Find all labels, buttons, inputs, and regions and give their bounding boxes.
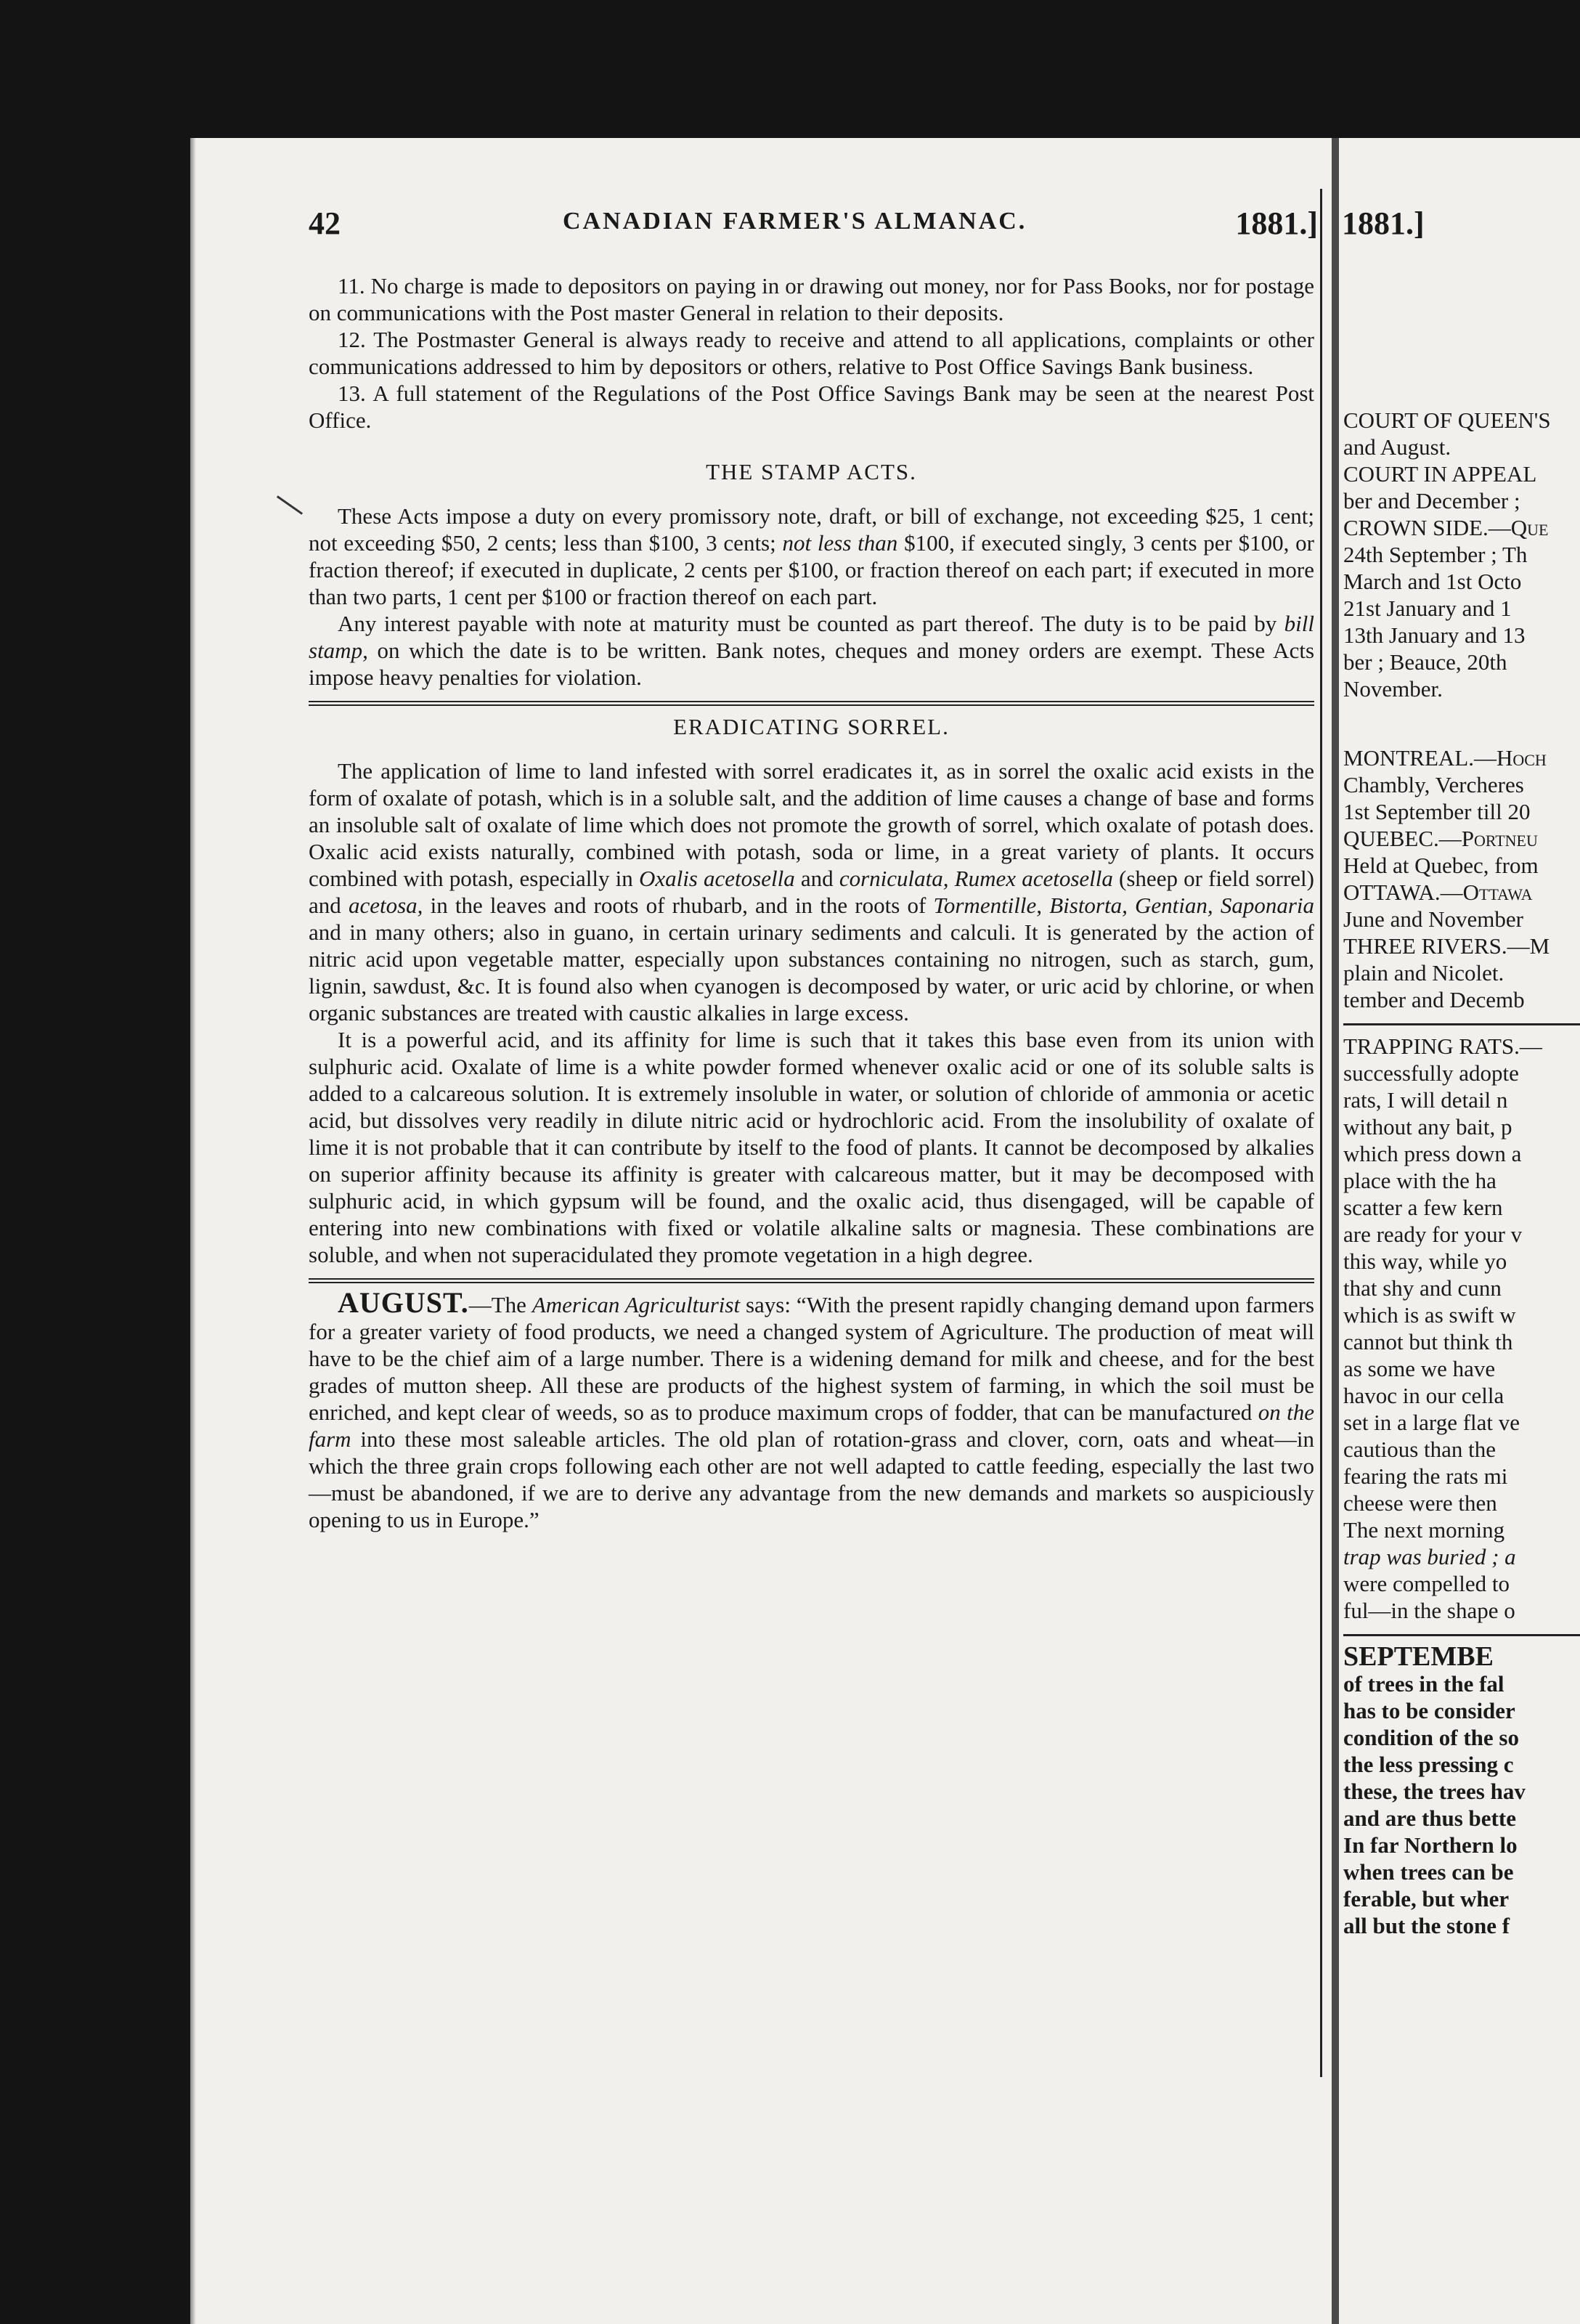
right-line: Held at Quebec, from xyxy=(1343,853,1539,878)
sorrel-paragraph-2: It is a powerful acid, and its affinity for lime is such that it takes this base even from its union with sulphuric acid. Oxalate of lime is a white powder formed whenever oxalic acid or one of its soluble salts is added to a calcareous solution. It is extremely insoluble in water, or solution of chloride of ammonia or acetic acid, but dissolves very readily in dilute nitric acid or hydrochloric acid. From the insolubility of oxalate of lime it is not probable that it can contribute by itself to the food of plants. It cannot be decomposed by alkalies on superior affinity because its affinity is greater with calcareous matter, but it may be decomposed with sulphuric acid, in which gypsum will be found, and the oxalic acid, thus disengaged, will be capable of entering into new combinations with fixed or volatile alkaline salts or magnesia. These combinations are soluble, and when not superacidulated they promote vegetation in a high degree. xyxy=(309,1027,1314,1267)
section-divider xyxy=(309,1278,1314,1283)
right-line: tember and Decemb xyxy=(1343,987,1525,1012)
august-text: says: “With the present rapidly changing demand upon farmers for a greater variety of food products, we need a changed system of Agriculture. The production of meat will have to be the chief aim of a large number. There is a widening demand for milk and cheese, and for the best grades of mutton sheep. All these are products of the highest system of farming, in which the soil must be enriched, and kept clear of weeds, so as to produce maximum crops of fodder, that can be manufactured xyxy=(309,1292,1315,1425)
trapping-rats-block xyxy=(1343,1033,1580,1624)
august-text: into these most saleable articles. The old plan of rotation-grass and clover, corn, oats and wheat—in which the three grain crops following each other are not well adapted to cattle feeding, especially the last two—must be abandoned, if we are to derive any advantage from the new demands and markets so auspiciously opening to us in Europe.” xyxy=(309,1426,1315,1532)
column-rule xyxy=(1320,189,1322,2077)
right-line: without any bait, p xyxy=(1343,1114,1512,1139)
sorrel-italic: acetosa, xyxy=(348,893,423,918)
september-block xyxy=(1343,1641,1580,1939)
right-line: successfully adopte xyxy=(1343,1060,1519,1086)
stamp-acts-text: $100, if executed singly, 3 cents per $100, or fraction thereof; if executed in duplicate, 2 cents per $100, or fraction thereof on each part; if executed in more than two parts, 1 cent per $100 or fraction thereof on each part. xyxy=(309,530,1314,609)
post-office-item-12: 12. The Postmaster General is always ready to receive and attend to all applications, complaints or other communications addressed to him by depositors or others, relative to Post Office Savings Bank business. xyxy=(309,327,1314,379)
right-line: are ready for your v xyxy=(1343,1222,1523,1247)
right-line: 21st January and 1 xyxy=(1343,596,1512,621)
post-office-item-11: 11. No charge is made to depositors on paying in or drawing out money, nor for Pass Books, nor for postage on communications with the Post master General in relation to their deposits. xyxy=(309,273,1314,325)
section-divider xyxy=(1343,1023,1580,1025)
stamp-acts-text: Any interest payable with note at maturity must be counted as part thereof. The duty is to be paid by xyxy=(338,611,1277,636)
right-line: scatter a few kern xyxy=(1343,1195,1503,1220)
district-sittings-block xyxy=(1343,744,1580,1013)
court-sittings-block xyxy=(1343,407,1580,702)
right-line: ferable, but wher xyxy=(1343,1886,1510,1911)
right-line: TRAPPING RATS.— xyxy=(1343,1033,1542,1059)
sorrel-italic: Tormentille, Bistorta, Gentian, Saponaria xyxy=(933,893,1315,918)
right-line: In far Northern lo xyxy=(1343,1832,1518,1858)
august-text: —The xyxy=(468,1292,526,1317)
right-line: cautious than the xyxy=(1343,1437,1496,1462)
right-line: The next morning xyxy=(1343,1517,1505,1543)
right-line: were compelled to xyxy=(1343,1571,1510,1596)
sorrel-text: and in many others; also in guano, in certain urinary sediments and calculi. It is generated by the action of nitric acid upon vegetable matter, especially upon substances containing no nitrogen, such as starch, gum, lignin, sawdust, &c. It is found also when cyanogen is decomposed by water, or uric acid by chlorine, or when organic substances are treated with caustic alkalies in large excess. xyxy=(309,919,1314,1025)
page-edge-shadow xyxy=(190,138,196,2324)
right-line: 13th January and 13 xyxy=(1343,622,1526,648)
right-line: has to be consider xyxy=(1343,1698,1515,1723)
right-line: when trees can be xyxy=(1343,1859,1514,1885)
stamp-acts-text: These Acts impose a duty on every promissory note, draft, or bill of exchange, not exceeding $25, 1 cent; not exceeding $50, 2 cents; less than $100, 3 cents; xyxy=(309,503,1314,556)
right-line: and are thus bette xyxy=(1343,1805,1516,1831)
page-number: 42 xyxy=(309,206,341,241)
sorrel-text: in the leaves and roots of rhubarb, and in the roots of xyxy=(430,893,927,918)
right-line: ful—in the shape o xyxy=(1343,1598,1515,1623)
right-line: these, the trees hav xyxy=(1343,1779,1526,1804)
right-line: March and 1st Octo xyxy=(1343,569,1522,594)
right-line: rats, I will detail n xyxy=(1343,1087,1508,1113)
section-divider xyxy=(1343,1634,1580,1636)
right-line: COURT IN APPEAL xyxy=(1343,461,1537,487)
post-office-item-13: 13. A full statement of the Regulations of the Post Office Savings Bank may be seen at the nearest Post Office. xyxy=(309,381,1314,433)
sorrel-text: The application of lime to land infested with sorrel eradicates it, as in sorrel the oxalic acid exists in the form of oxalate of potash, which is in a soluble salt, and the addition of lime causes a change of base and forms an insoluble salt of oxalate of lime which does not promote the growth of sorrel, which oxalate of potash does. Oxalic acid exists naturally, combined with potash, soda or lime, in a great variety of plants. It occurs combined with potash, especially in xyxy=(309,758,1314,891)
right-line: November. xyxy=(1343,676,1443,702)
right-line: fearing the rats mi xyxy=(1343,1463,1508,1489)
right-line: cheese were then xyxy=(1343,1490,1497,1516)
right-line: of trees in the fal xyxy=(1343,1671,1504,1697)
right-line: condition of the so xyxy=(1343,1725,1519,1750)
sorrel-text: and xyxy=(800,866,834,891)
right-line: which press down a xyxy=(1343,1141,1522,1166)
right-line: MONTREAL.—Hoch xyxy=(1343,745,1547,771)
right-line: place with the ha xyxy=(1343,1168,1496,1193)
sorrel-heading: ERADICATING SORREL. xyxy=(673,714,950,739)
right-line: cannot but think th xyxy=(1343,1329,1513,1354)
right-line: ber and December ; xyxy=(1343,488,1520,513)
right-line: all but the stone f xyxy=(1343,1913,1510,1938)
sorrel-paragraph-1 xyxy=(309,757,1314,1026)
spacer xyxy=(1343,702,1580,744)
stamp-acts-paragraph-1 xyxy=(309,503,1314,610)
stamp-acts-heading: THE STAMP ACTS. xyxy=(706,459,917,484)
sorrel-italic: Oxalis acetosella xyxy=(638,866,795,891)
right-line: as some we have xyxy=(1343,1356,1496,1381)
sorrel-italic: corniculata, Rumex acetosella xyxy=(839,866,1113,891)
stamp-acts-italic: bill stamp, xyxy=(309,611,1314,663)
header-year: 1881.] xyxy=(1235,206,1318,241)
right-line: ber ; Beauce, 20th xyxy=(1343,649,1507,675)
right-line: THREE RIVERS.—M xyxy=(1343,933,1550,959)
right-line: set in a large flat ve xyxy=(1343,1410,1520,1435)
right-line: COURT OF QUEEN'S xyxy=(1343,407,1551,433)
right-line: plain and Nicolet. xyxy=(1343,960,1504,986)
right-line: 24th September ; Th xyxy=(1343,542,1528,567)
running-title: CANADIAN FARMER'S ALMANAC. xyxy=(563,208,1027,235)
stamp-acts-italic: not less than xyxy=(782,530,898,556)
right-line: OTTAWA.—Ottawa xyxy=(1343,879,1533,905)
right-line: 1st September till 20 xyxy=(1343,799,1531,824)
page-header xyxy=(301,205,1318,248)
sorrel-text: (sheep or field sorrel) and xyxy=(309,866,1314,918)
stamp-acts-paragraph-2 xyxy=(309,610,1314,691)
right-line: which is as swift w xyxy=(1343,1302,1516,1328)
right-line: havoc in our cella xyxy=(1343,1383,1504,1408)
page-gutter xyxy=(1332,138,1339,2324)
august-lead: AUGUST. xyxy=(338,1286,469,1319)
right-line: SEPTEMBE xyxy=(1343,1641,1494,1672)
right-line: CROWN SIDE.—Que xyxy=(1343,515,1549,540)
right-line: QUEBEC.—Portneu xyxy=(1343,826,1538,851)
august-italic: American Agriculturist xyxy=(532,1292,741,1317)
right-page-year: 1881.] xyxy=(1342,206,1425,241)
right-line: June and November xyxy=(1343,906,1523,932)
stamp-acts-text: on which the date is to be written. Bank notes, cheques and money orders are exempt. These Acts impose heavy penalties for violation. xyxy=(309,638,1315,690)
left-page-body xyxy=(309,272,1314,1533)
right-line: Chambly, Vercheres xyxy=(1343,772,1524,797)
right-line: the less pressing c xyxy=(1343,1752,1514,1777)
right-line: this way, while yo xyxy=(1343,1248,1507,1274)
right-line: trap was buried ; a xyxy=(1343,1544,1516,1569)
right-page-column xyxy=(1343,407,1580,1939)
august-italic: on the farm xyxy=(309,1399,1314,1452)
august-paragraph xyxy=(309,1286,1315,1533)
right-line: and August. xyxy=(1343,434,1451,460)
section-divider xyxy=(309,701,1314,706)
right-line: that shy and cunn xyxy=(1343,1275,1502,1301)
